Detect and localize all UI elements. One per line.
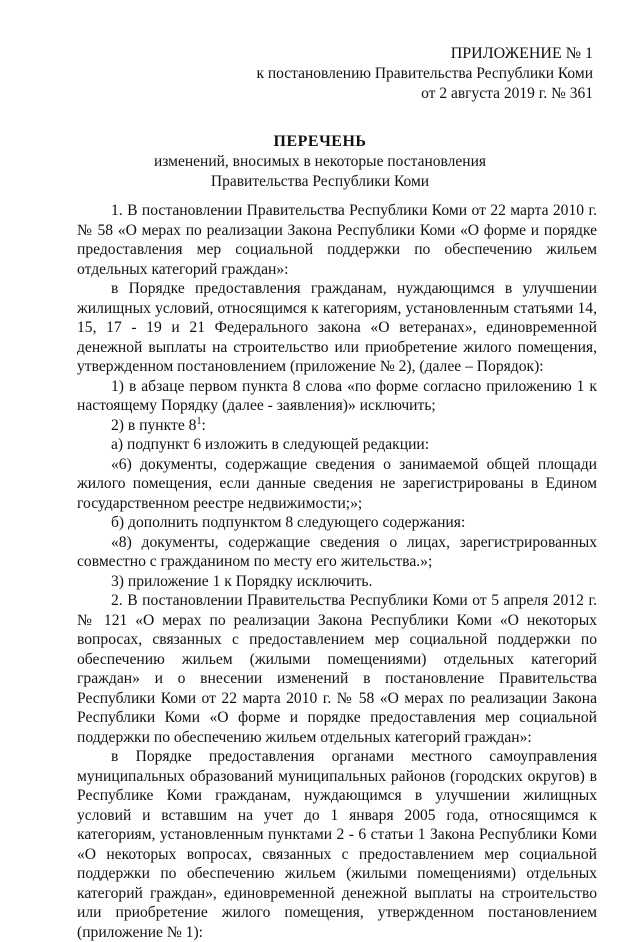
document-subtitle-line2: Правительства Республики Коми bbox=[210, 173, 430, 190]
paragraph-8: «8) документы, содержащие сведения о лицах, зарегистрированных совместно с гражданином по месту его жительства.»; bbox=[77, 533, 597, 570]
paragraph-3: 1) в абзаце первом пункта 8 слова «по форме согласно приложению 1 к настоящему Порядку (далее - заявления)» исключить; bbox=[77, 377, 597, 414]
paragraph-1: 1. В постановлении Правительства Республики Коми от 22 марта 2010 г. № 58 «О мерах по реализации Закона Республики Коми «О форме и порядке предоставления мер социальной поддержки по обеспечению жильем отдельных категорий граждан»: bbox=[77, 202, 597, 278]
paragraph-6: «6) документы, содержащие сведения о занимаемой общей площади жилого помещения, если данные сведения не зарегистрированы в Едином государственном реестре недвижимости;»; bbox=[77, 455, 597, 512]
paragraph-7: б) дополнить подпунктом 8 следующего содержания: bbox=[111, 514, 466, 531]
paragraph-5: а) подпункт 6 изложить в следующей редакции: bbox=[111, 436, 430, 453]
paragraph-4-superscript: 1 bbox=[196, 415, 202, 427]
appendix-date: от 2 августа 2019 г. № 361 bbox=[421, 85, 593, 102]
paragraph-4-text: 2) в пункте 8 bbox=[111, 416, 197, 434]
paragraph-9: 3) приложение 1 к Порядку исключить. bbox=[111, 572, 373, 590]
document-subtitle-line1: изменений, вносимых в некоторые постановления bbox=[153, 153, 486, 170]
appendix-header bbox=[256, 44, 593, 104]
paragraph-4-tail: : bbox=[201, 416, 206, 434]
document-body bbox=[77, 201, 597, 942]
paragraph-2: в Порядке предоставления гражданам, нуждающимся в улучшении жилищных условий, относящимся к категориям, установленным статьями 14, 15, 17 - 19 и 21 Федерального закона «О ветеранах», единовременной денежной выплаты на строительство или приобретение жилого помещения, утвержденном постановлением (приложение № 2), (далее – Порядок): bbox=[77, 280, 597, 375]
appendix-reference: к постановлению Правительства Республики Коми bbox=[256, 65, 593, 82]
paragraph-4 bbox=[77, 416, 597, 436]
paragraph-11: в Порядке предоставления органами местного самоуправления муниципальных образований муниципальных районов (городских округов) в Республике Коми гражданам, нуждающимся в улучшении жилищных условий и вставшим на учет до 1 января 2005 года, относящимся к категориям, установленным пунктами 2 - 6 статьи 1 Закона Республики Коми «О некоторых вопросах, связанных с предоставлением мер социальной поддержки по обеспечению жильем (жилыми помещениями) отдельных категорий граждан», единовременной денежной выплаты на строительство или приобретение жилого помещения, утвержденном постановлением (приложение № 1): bbox=[77, 748, 597, 941]
document-heading bbox=[0, 132, 640, 192]
paragraph-10: 2. В постановлении Правительства Республики Коми от 5 апреля 2012 г. № 121 «О мерах по реализации Закона Республики Коми «О некоторых вопросах, связанных с предоставлением мер социальной поддержки по обеспечению жильем (жилыми помещениями) отдельных категорий граждан» и о внесении изменений в постановление Правительства Республики Коми от 22 марта 2010 г. № 58 «О мерах по реализации Закона Республики Коми «О форме и порядке предоставления мер социальной поддержки по обеспечению жильем отдельных категорий граждан»: bbox=[77, 592, 597, 746]
document-title: ПЕРЕЧЕНЬ bbox=[273, 133, 367, 150]
appendix-title: ПРИЛОЖЕНИЕ № 1 bbox=[450, 45, 593, 62]
